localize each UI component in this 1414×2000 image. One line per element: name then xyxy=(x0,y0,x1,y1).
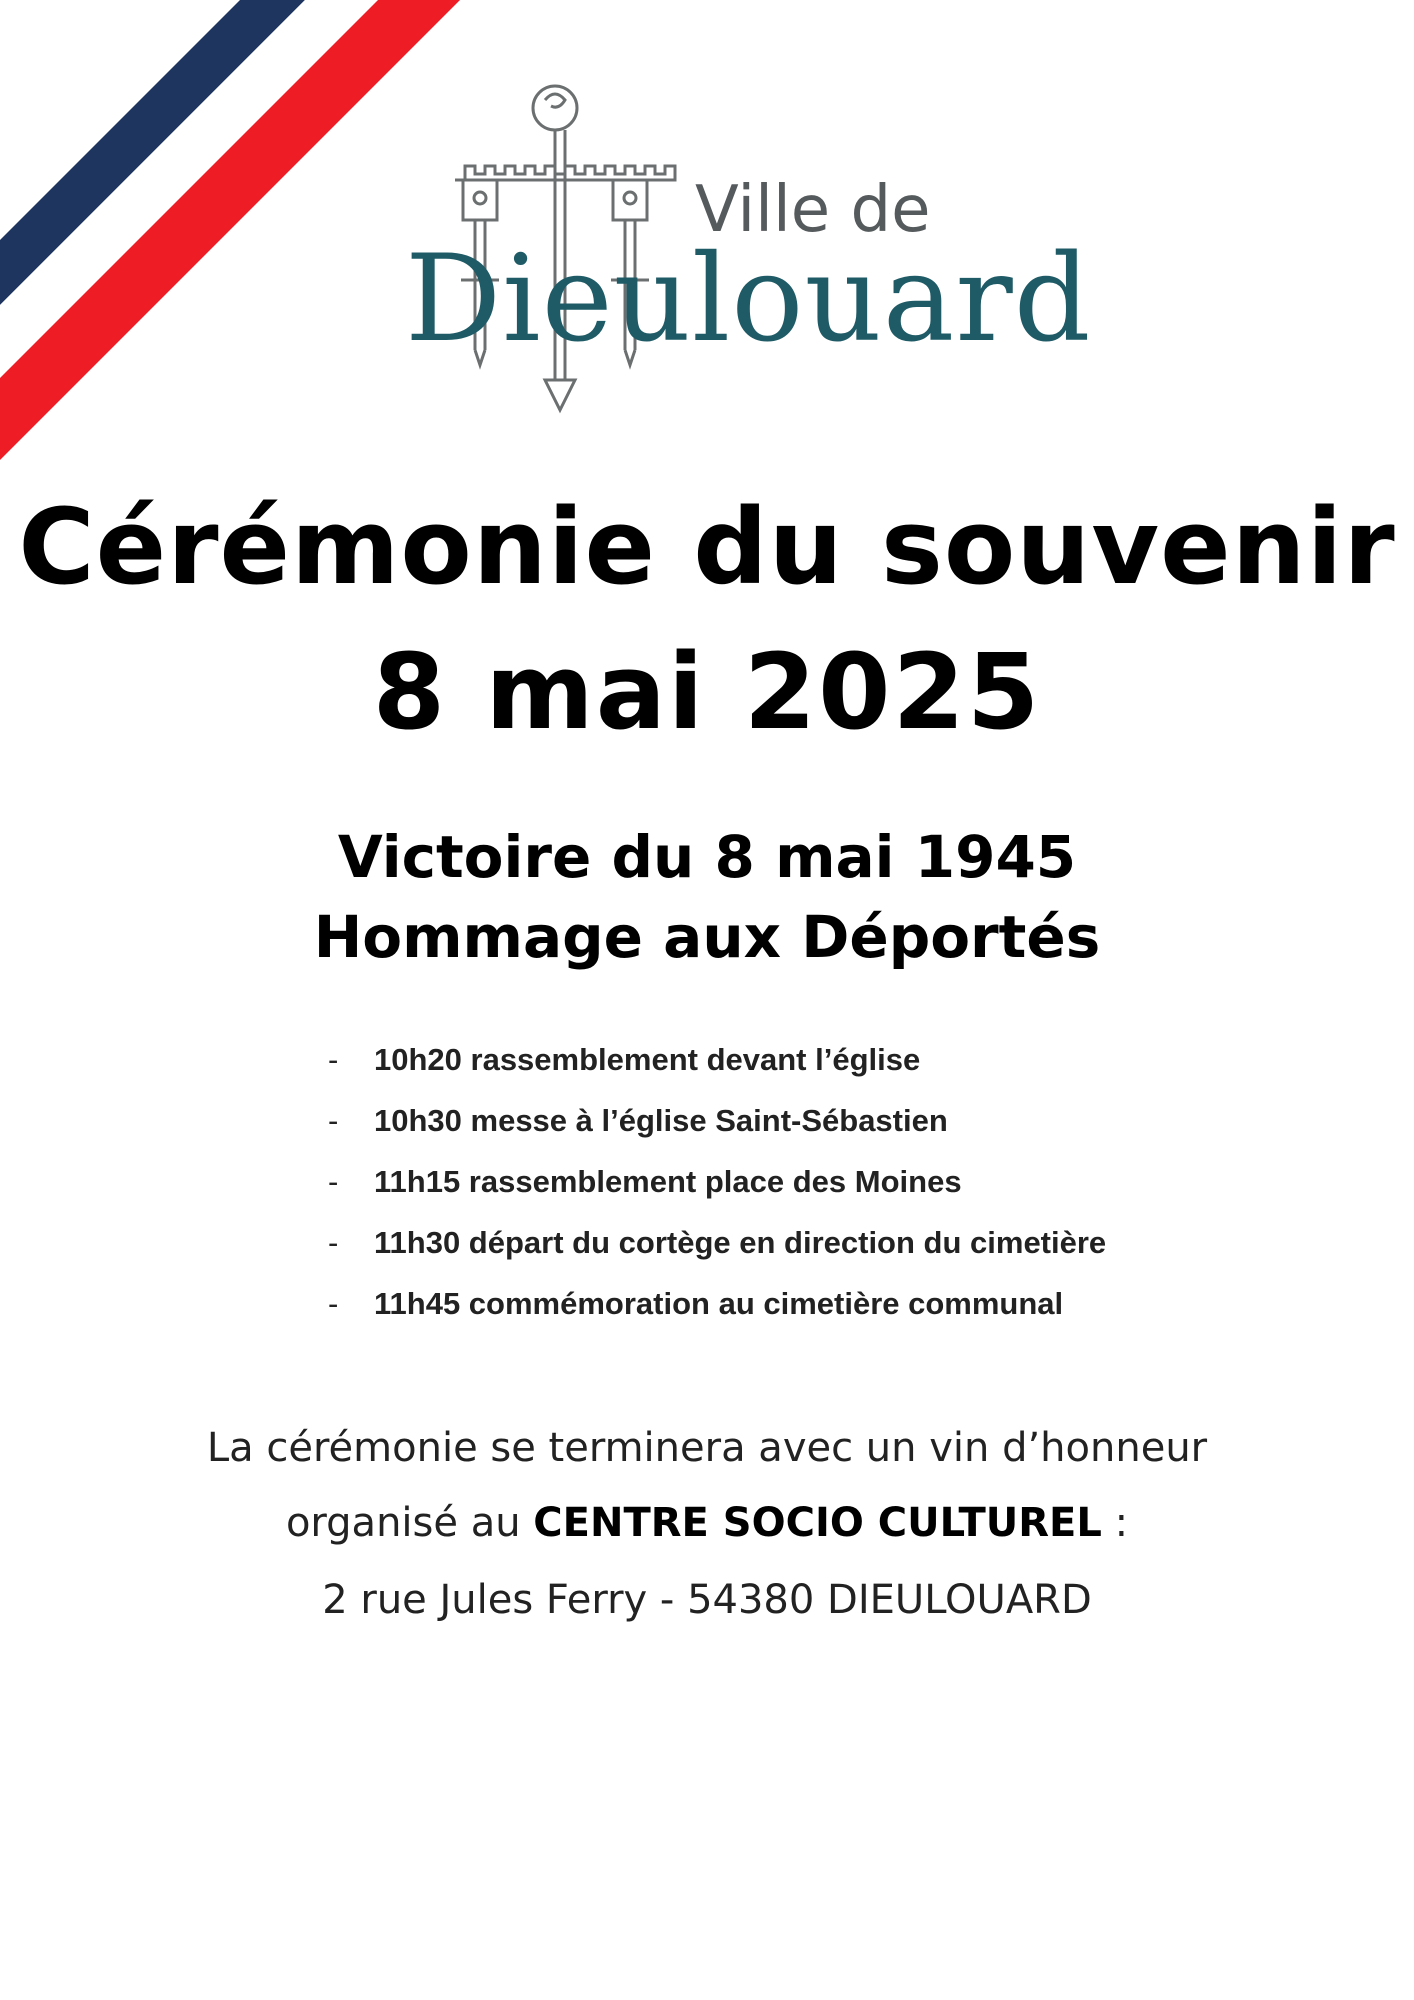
venue-name: CENTRE SOCIO CULTUREL xyxy=(533,1500,1102,1546)
logo-text-ville-de: Ville de xyxy=(695,173,931,247)
logo-text-dieulouard: Dieulouard xyxy=(405,230,1092,369)
bullet-dash: - xyxy=(328,1286,339,1321)
subtitle-victory: Victoire du 8 mai 1945 xyxy=(337,823,1077,891)
bullet-dash: - xyxy=(328,1042,339,1077)
schedule-item-text: 11h15 rassemblement place des Moines xyxy=(374,1164,962,1199)
schedule-item-text: 10h30 messe à l’église Saint-Sébastien xyxy=(374,1103,948,1138)
closing-venue-suffix: : xyxy=(1114,1500,1129,1546)
closing-text: La cérémonie se terminera avec un vin d’honneur xyxy=(206,1425,1208,1471)
schedule-item-text: 11h45 commémoration au cimetière communal xyxy=(374,1286,1064,1321)
closing-venue-line xyxy=(0,1500,1414,1546)
bullet-dash: - xyxy=(328,1103,339,1138)
list-item xyxy=(320,1040,1320,1101)
closing-venue-prefix: organisé au xyxy=(285,1500,521,1546)
event-date: 8 mai 2025 xyxy=(372,631,1042,753)
bullet-dash: - xyxy=(328,1164,339,1199)
schedule-item-text: 10h20 rassemblement devant l’église xyxy=(374,1042,921,1077)
schedule-list xyxy=(320,1040,1320,1345)
list-item xyxy=(320,1101,1320,1162)
schedule-item-text: 11h30 départ du cortège en direction du cimetière xyxy=(374,1225,1107,1260)
subtitle-tribute: Hommage aux Déportés xyxy=(313,903,1101,971)
list-item xyxy=(320,1284,1320,1345)
list-item xyxy=(320,1162,1320,1223)
list-item xyxy=(320,1223,1320,1284)
city-logo xyxy=(395,80,1092,420)
bullet-dash: - xyxy=(328,1225,339,1260)
venue-address: 2 rue Jules Ferry - 54380 DIEULOUARD xyxy=(322,1577,1092,1623)
page-title: Cérémonie du souvenir xyxy=(18,486,1396,608)
